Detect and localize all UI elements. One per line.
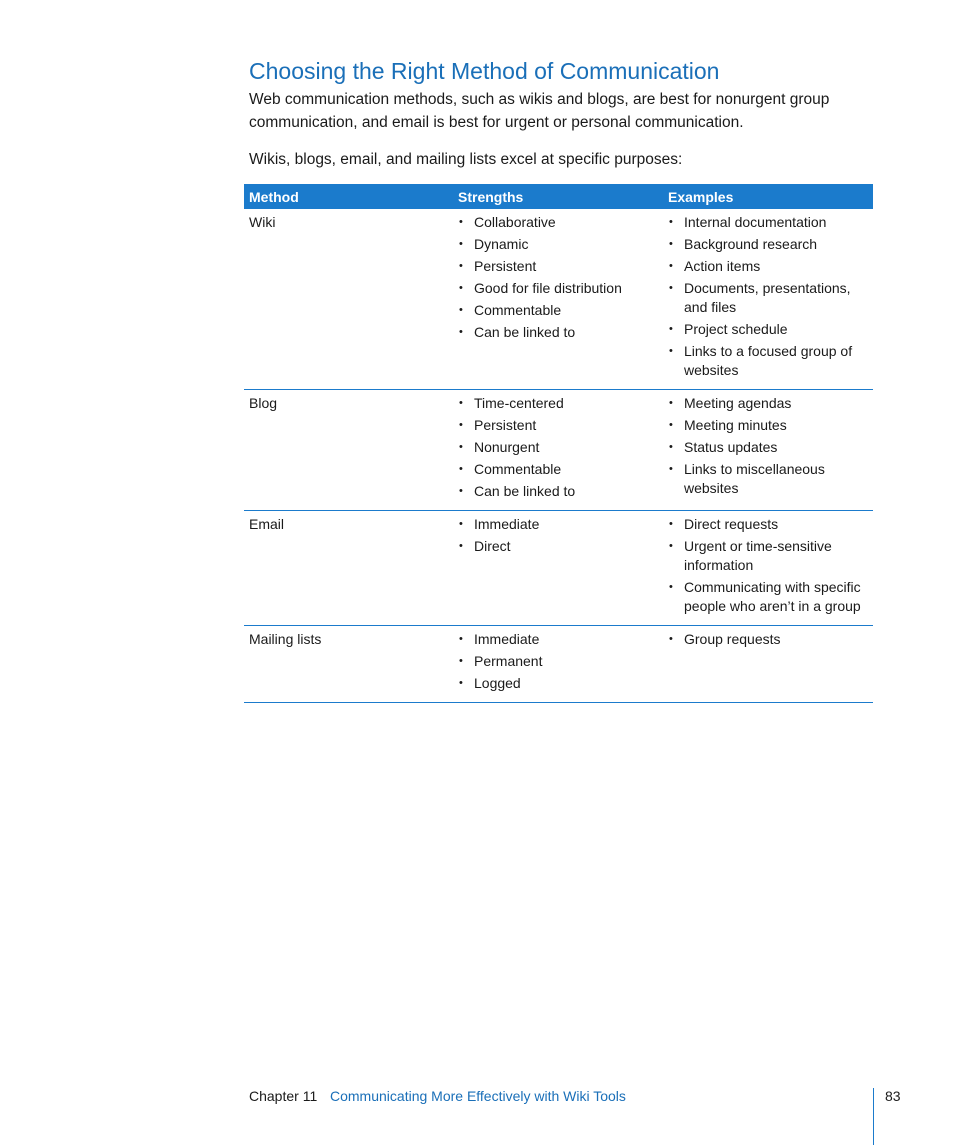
page-number: 83 bbox=[885, 1088, 901, 1104]
footer-chapter-title: Communicating More Effectively with Wiki Tools bbox=[330, 1088, 626, 1104]
list-item bbox=[668, 515, 873, 534]
bullet-icon: • bbox=[459, 216, 463, 228]
list-item-text: Immediate bbox=[474, 516, 540, 532]
bullet-icon: • bbox=[669, 463, 673, 475]
bullet-icon: • bbox=[669, 518, 673, 530]
list-item-text: Status updates bbox=[684, 439, 778, 455]
bullet-icon: • bbox=[459, 655, 463, 667]
list-item bbox=[668, 342, 873, 380]
list-item bbox=[668, 630, 873, 649]
strengths-cell bbox=[454, 515, 664, 619]
table-row bbox=[244, 626, 873, 703]
list-item-text: Project schedule bbox=[684, 321, 788, 337]
list-item-text: Collaborative bbox=[474, 214, 556, 230]
method-cell: Blog bbox=[249, 395, 278, 411]
bullet-icon: • bbox=[459, 260, 463, 272]
list-item-text: Logged bbox=[474, 675, 521, 691]
bullet-icon: • bbox=[669, 540, 673, 552]
strengths-list bbox=[458, 515, 664, 556]
bullet-icon: • bbox=[459, 485, 463, 497]
bullet-icon: • bbox=[459, 326, 463, 338]
list-item-text: Permanent bbox=[474, 653, 543, 669]
footer-divider bbox=[873, 1088, 874, 1145]
table-row bbox=[244, 209, 873, 390]
list-item bbox=[458, 537, 664, 556]
bullet-icon: • bbox=[669, 216, 673, 228]
list-item-text: Internal documentation bbox=[684, 214, 827, 230]
list-item bbox=[668, 320, 873, 339]
list-item bbox=[458, 438, 664, 457]
method-cell: Email bbox=[249, 516, 285, 532]
list-item bbox=[668, 438, 873, 457]
list-item bbox=[668, 235, 873, 254]
examples-cell bbox=[664, 515, 873, 619]
examples-list bbox=[668, 630, 873, 649]
header-examples: Examples bbox=[668, 188, 734, 205]
strengths-list bbox=[458, 394, 664, 501]
list-item-text: Dynamic bbox=[474, 236, 529, 252]
bullet-icon: • bbox=[669, 238, 673, 250]
list-item bbox=[668, 257, 873, 276]
list-item-text: Urgent or time-sensitive information bbox=[684, 538, 832, 573]
examples-list bbox=[668, 394, 873, 498]
list-item-text: Meeting minutes bbox=[684, 417, 787, 433]
list-item bbox=[668, 578, 873, 616]
list-item bbox=[458, 394, 664, 413]
bullet-icon: • bbox=[669, 441, 673, 453]
table-header-row bbox=[244, 184, 873, 209]
list-item-text: Group requests bbox=[684, 631, 781, 647]
bullet-icon: • bbox=[459, 633, 463, 645]
strengths-cell bbox=[454, 213, 664, 383]
list-item-text: Direct requests bbox=[684, 516, 779, 532]
list-item-text: Links to miscellaneous websites bbox=[684, 461, 825, 496]
list-item-text: Nonurgent bbox=[474, 439, 540, 455]
list-item bbox=[458, 301, 664, 320]
list-item bbox=[458, 674, 664, 693]
page-heading: Choosing the Right Method of Communication bbox=[249, 58, 720, 84]
bullet-icon: • bbox=[459, 518, 463, 530]
list-item-text: Persistent bbox=[474, 417, 537, 433]
list-item-text: Communicating with specific people who aren’t in a group bbox=[684, 579, 861, 614]
communication-methods-table bbox=[244, 184, 873, 703]
examples-cell bbox=[664, 394, 873, 504]
lead-paragraph: Wikis, blogs, email, and mailing lists excel at specific purposes: bbox=[249, 151, 683, 168]
bullet-icon: • bbox=[459, 282, 463, 294]
list-item bbox=[458, 323, 664, 342]
list-item-text: Time-centered bbox=[474, 395, 564, 411]
list-item bbox=[458, 235, 664, 254]
list-item bbox=[458, 630, 664, 649]
footer-chapter: Chapter 11 bbox=[249, 1088, 318, 1104]
method-cell: Wiki bbox=[249, 214, 276, 230]
list-item bbox=[668, 537, 873, 575]
method-cell: Mailing lists bbox=[249, 631, 322, 647]
intro-paragraph: Web communication methods, such as wikis and blogs, are best for nonurgent group communication, and email is best for urgent or personal communication. bbox=[249, 91, 830, 131]
bullet-icon: • bbox=[669, 581, 673, 593]
bullet-icon: • bbox=[459, 419, 463, 431]
bullet-icon: • bbox=[669, 260, 673, 272]
list-item bbox=[458, 515, 664, 534]
bullet-icon: • bbox=[669, 345, 673, 357]
table-row bbox=[244, 390, 873, 511]
list-item-text: Action items bbox=[684, 258, 761, 274]
bullet-icon: • bbox=[669, 323, 673, 335]
list-item bbox=[458, 416, 664, 435]
bullet-icon: • bbox=[459, 677, 463, 689]
list-item bbox=[458, 652, 664, 671]
strengths-list bbox=[458, 630, 664, 693]
list-item bbox=[668, 394, 873, 413]
bullet-icon: • bbox=[459, 238, 463, 250]
list-item bbox=[668, 460, 873, 498]
bullet-icon: • bbox=[459, 463, 463, 475]
bullet-icon: • bbox=[459, 304, 463, 316]
list-item-text: Documents, presentations, and files bbox=[684, 280, 851, 315]
list-item-text: Can be linked to bbox=[474, 483, 576, 499]
list-item-text: Persistent bbox=[474, 258, 537, 274]
bullet-icon: • bbox=[669, 282, 673, 294]
list-item bbox=[458, 460, 664, 479]
bullet-icon: • bbox=[669, 633, 673, 645]
examples-list bbox=[668, 213, 873, 380]
strengths-cell bbox=[454, 630, 664, 696]
table-body bbox=[244, 209, 873, 703]
bullet-icon: • bbox=[669, 419, 673, 431]
list-item-text: Good for file distribution bbox=[474, 280, 622, 296]
list-item bbox=[668, 416, 873, 435]
strengths-cell bbox=[454, 394, 664, 504]
list-item bbox=[458, 213, 664, 232]
list-item-text: Direct bbox=[474, 538, 511, 554]
bullet-icon: • bbox=[669, 397, 673, 409]
list-item-text: Immediate bbox=[474, 631, 540, 647]
strengths-list bbox=[458, 213, 664, 342]
list-item-text: Can be linked to bbox=[474, 324, 576, 340]
header-method: Method bbox=[249, 188, 299, 205]
list-item bbox=[458, 257, 664, 276]
table-row bbox=[244, 511, 873, 626]
examples-cell bbox=[664, 630, 873, 696]
list-item bbox=[668, 279, 873, 317]
bullet-icon: • bbox=[459, 397, 463, 409]
header-strengths: Strengths bbox=[458, 188, 524, 205]
list-item bbox=[458, 482, 664, 501]
list-item bbox=[458, 279, 664, 298]
list-item-text: Links to a focused group of websites bbox=[684, 343, 853, 378]
list-item-text: Background research bbox=[684, 236, 818, 252]
list-item-text: Meeting agendas bbox=[684, 395, 792, 411]
bullet-icon: • bbox=[459, 441, 463, 453]
list-item-text: Commentable bbox=[474, 302, 562, 318]
examples-cell bbox=[664, 213, 873, 383]
bullet-icon: • bbox=[459, 540, 463, 552]
list-item bbox=[668, 213, 873, 232]
list-item-text: Commentable bbox=[474, 461, 562, 477]
examples-list bbox=[668, 515, 873, 616]
